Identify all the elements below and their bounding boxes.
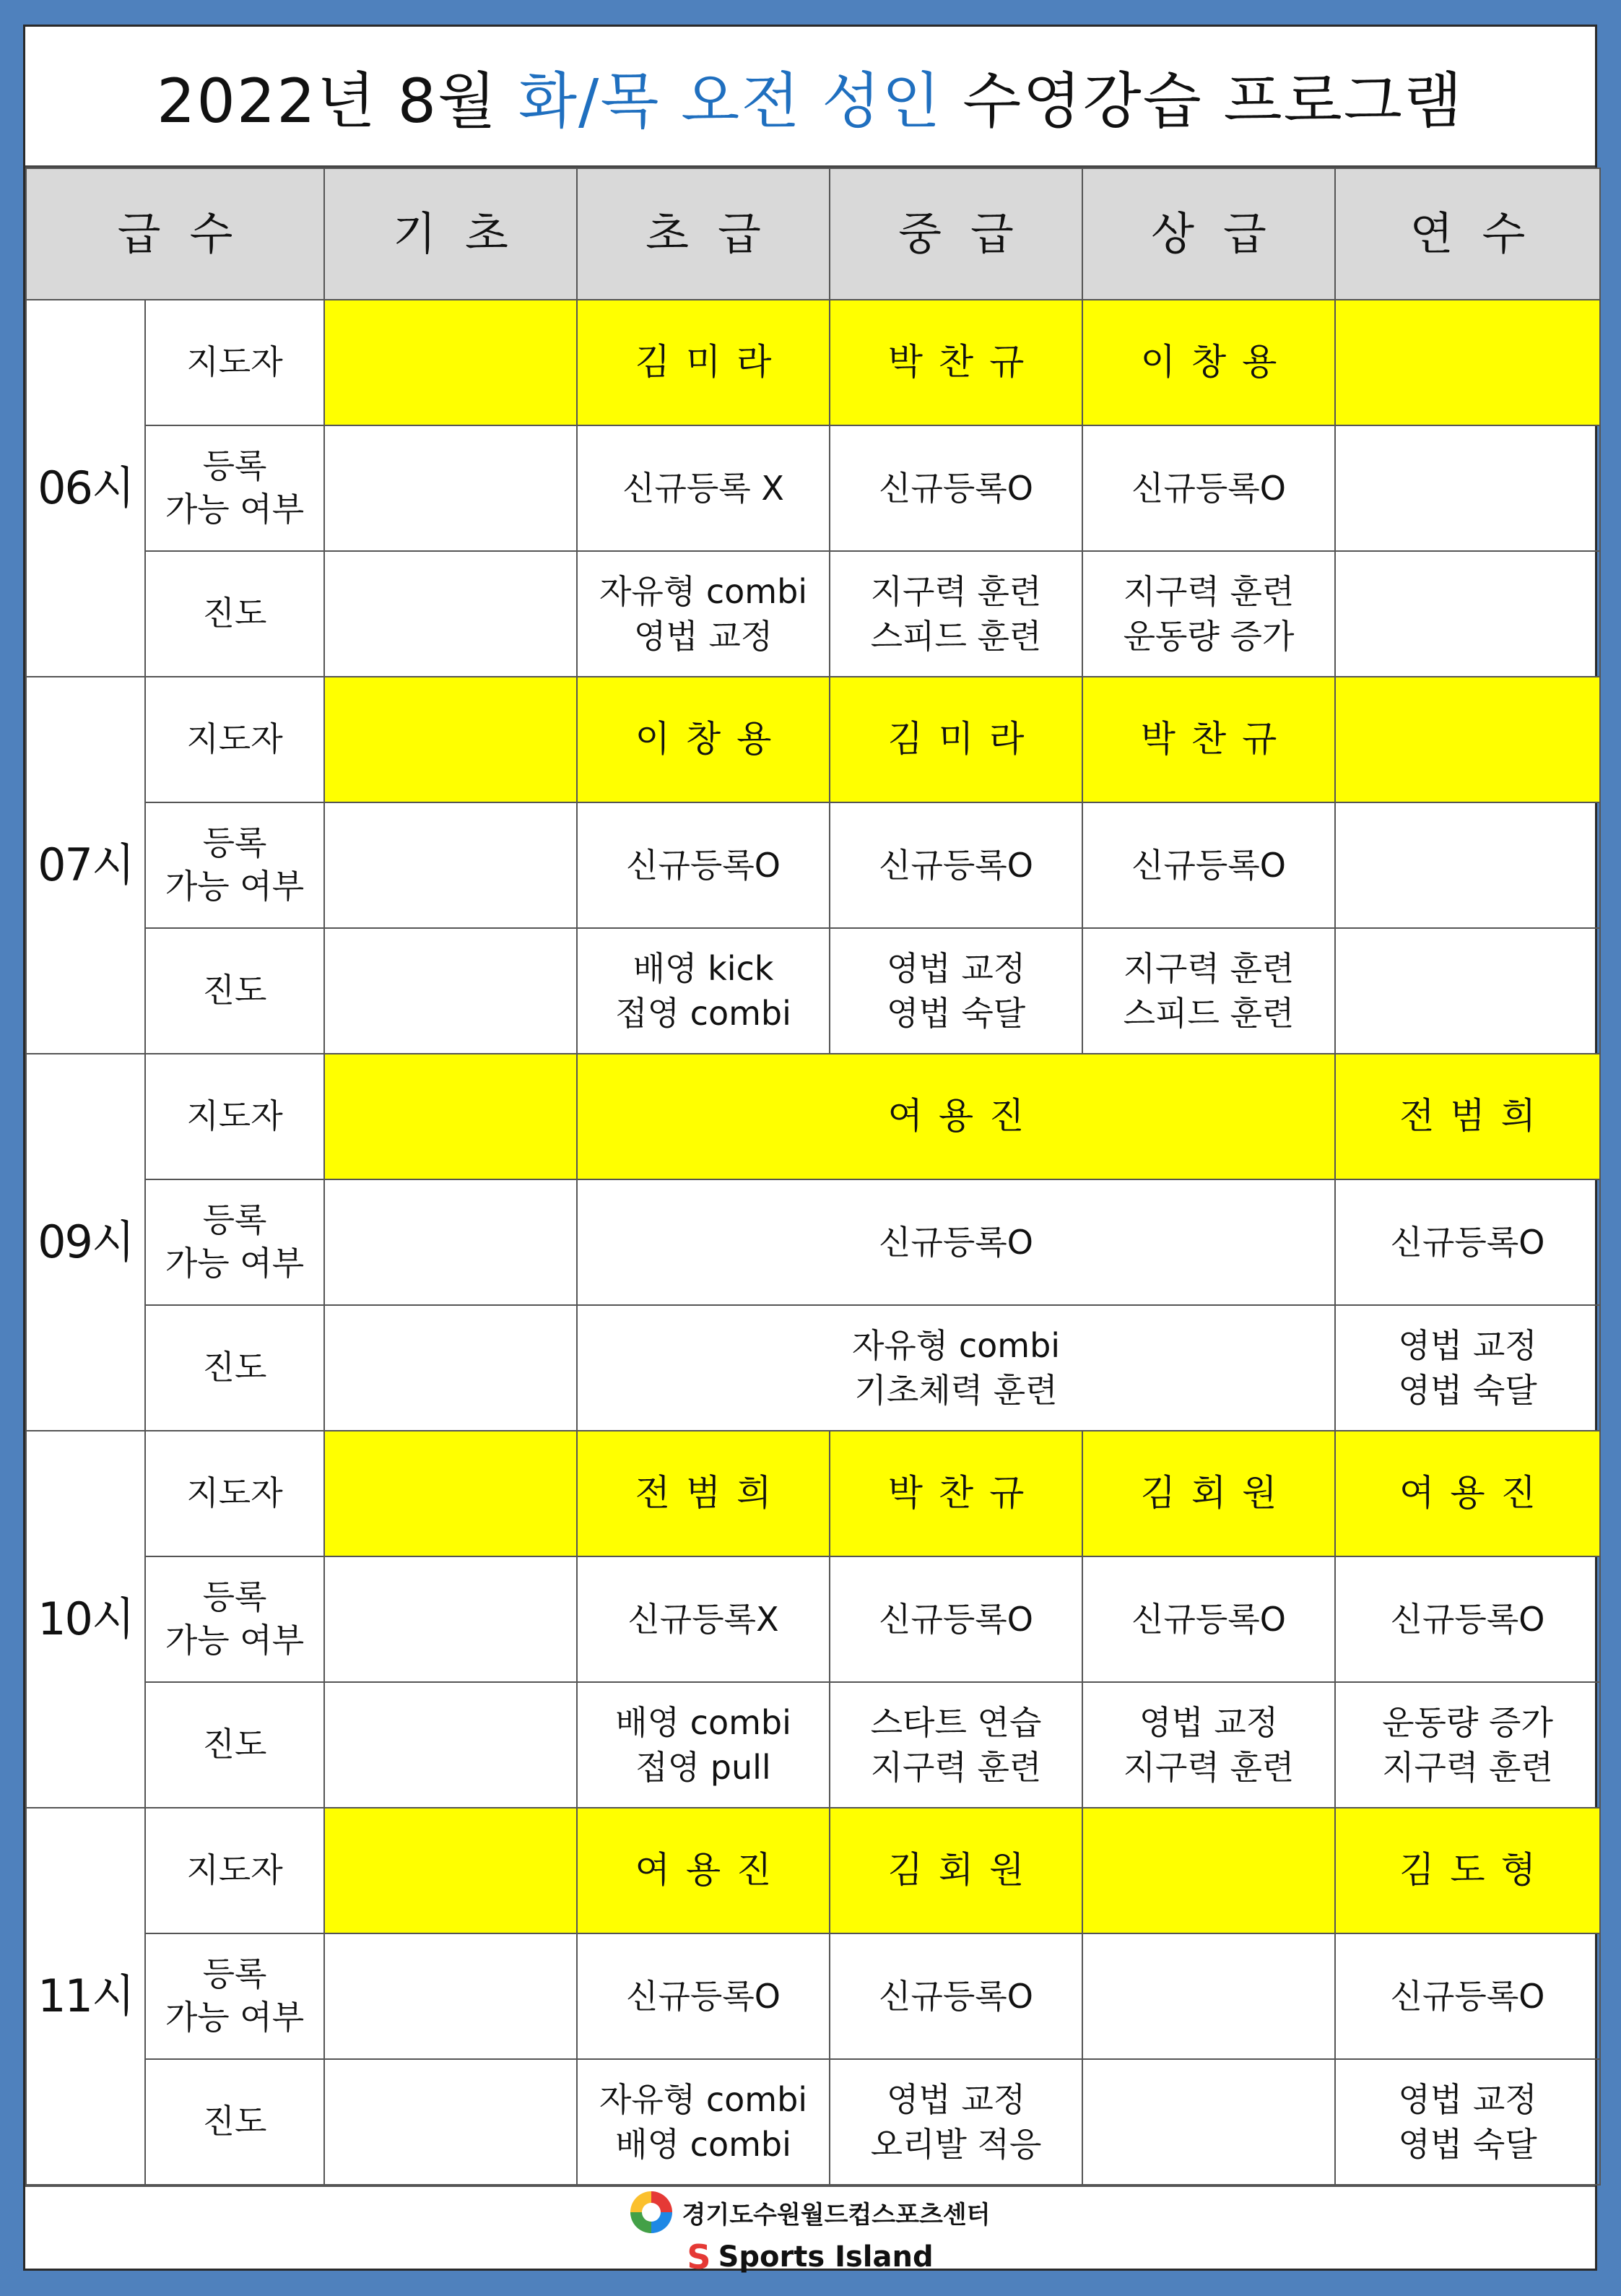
registration-cell-intermediate: 신규등록O bbox=[830, 425, 1082, 551]
registration-row-label bbox=[145, 1556, 324, 1682]
registration-row-label-line-1: 등록 bbox=[202, 446, 267, 486]
instructor-cell-intermediate: 박찬규 bbox=[830, 1431, 1082, 1556]
progress-cell-beginner bbox=[577, 928, 830, 1054]
progress-cell-beginner bbox=[577, 1682, 830, 1808]
progress-cell-intermediate-line-2: 지구력 훈련 bbox=[870, 1748, 1042, 1787]
footer-center-name: 경기도수원월드컵스포츠센터 bbox=[682, 2200, 991, 2230]
title-part2: 수영강습 프로그램 bbox=[942, 65, 1464, 137]
progress-row-label: 진도 bbox=[145, 2059, 324, 2185]
registration-row bbox=[26, 802, 1600, 928]
progress-cell-intermediate-line-2: 오리발 적응 bbox=[870, 2125, 1042, 2164]
registration-row-label bbox=[145, 1933, 324, 2059]
instructor-cell-basic bbox=[324, 1431, 577, 1556]
instructor-cell-beginner: 이창용 bbox=[577, 677, 830, 802]
footer-brand-row bbox=[687, 2237, 933, 2276]
instructor-cell-beginner: 여용진 bbox=[577, 1808, 830, 1933]
progress-cell-beginner-line-1: 배영 kick bbox=[633, 948, 774, 988]
instructor-row bbox=[26, 677, 1600, 802]
instructor-row-label: 지도자 bbox=[145, 1054, 324, 1179]
registration-cell-training: 신규등록O bbox=[1335, 1556, 1600, 1682]
progress-cell-merged bbox=[577, 1305, 1335, 1431]
progress-cell-intermediate-line-1: 영법 교정 bbox=[886, 948, 1026, 988]
registration-row-label-line-1: 등록 bbox=[202, 1954, 267, 1994]
page-title bbox=[25, 27, 1595, 168]
registration-cell-training bbox=[1335, 802, 1600, 928]
registration-row bbox=[26, 1179, 1600, 1305]
instructor-cell-merged: 여용진 bbox=[577, 1054, 1335, 1179]
progress-cell-advanced bbox=[1082, 2059, 1335, 2185]
instructor-cell-advanced: 박찬규 bbox=[1082, 677, 1335, 802]
title-highlight: 화/목 오전 성인 bbox=[518, 65, 942, 137]
progress-cell-training-line-1: 영법 교정 bbox=[1398, 1325, 1537, 1365]
progress-cell-intermediate bbox=[830, 1682, 1082, 1808]
registration-row-label-line-2: 가능 여부 bbox=[165, 490, 305, 529]
instructor-cell-beginner: 전범희 bbox=[577, 1431, 830, 1556]
progress-row bbox=[26, 928, 1600, 1054]
registration-cell-training bbox=[1335, 425, 1600, 551]
progress-row-label: 진도 bbox=[145, 1682, 324, 1808]
progress-cell-advanced-line-2: 지구력 훈련 bbox=[1123, 1748, 1295, 1787]
footer bbox=[25, 2185, 1595, 2281]
registration-row-label bbox=[145, 1179, 324, 1305]
instructor-row bbox=[26, 1054, 1600, 1179]
instructor-row bbox=[26, 1431, 1600, 1556]
registration-row-label-line-1: 등록 bbox=[202, 823, 267, 863]
instructor-row-label: 지도자 bbox=[145, 1808, 324, 1933]
progress-cell-intermediate-line-2: 영법 숙달 bbox=[886, 994, 1026, 1033]
time-slot-label: 10시 bbox=[26, 1431, 145, 1808]
progress-cell-training-line-2: 영법 숙달 bbox=[1398, 1371, 1537, 1410]
instructor-cell-training: 여용진 bbox=[1335, 1431, 1600, 1556]
progress-row-label: 진도 bbox=[145, 928, 324, 1054]
progress-cell-beginner bbox=[577, 2059, 830, 2185]
registration-row-label bbox=[145, 802, 324, 928]
progress-cell-advanced-line-1: 영법 교정 bbox=[1139, 1702, 1279, 1742]
header-level-basic: 기초 bbox=[324, 168, 577, 300]
progress-cell-intermediate-line-1: 영법 교정 bbox=[886, 2079, 1026, 2119]
registration-row-label bbox=[145, 425, 324, 551]
instructor-cell-training bbox=[1335, 677, 1600, 802]
schedule-sheet bbox=[23, 25, 1597, 2276]
progress-cell-merged-line-1: 자유형 combi bbox=[851, 1325, 1061, 1365]
progress-cell-basic bbox=[324, 2059, 577, 2185]
instructor-row bbox=[26, 300, 1600, 425]
registration-cell-advanced: 신규등록O bbox=[1082, 802, 1335, 928]
progress-cell-beginner-line-2: 영법 교정 bbox=[633, 617, 773, 656]
progress-cell-training bbox=[1335, 928, 1600, 1054]
header-grade: 급수 bbox=[26, 168, 324, 300]
registration-row bbox=[26, 1933, 1600, 2059]
progress-cell-beginner-line-2: 접영 combi bbox=[615, 994, 791, 1033]
registration-row-label-line-2: 가능 여부 bbox=[165, 1244, 305, 1283]
instructor-cell-beginner: 김미라 bbox=[577, 300, 830, 425]
progress-cell-advanced-line-1: 지구력 훈련 bbox=[1123, 571, 1295, 611]
s-logo-icon: S bbox=[687, 2237, 711, 2276]
registration-cell-advanced: 신규등록O bbox=[1082, 425, 1335, 551]
registration-cell-intermediate: 신규등록O bbox=[830, 802, 1082, 928]
footer-brand: Sports Island bbox=[718, 2240, 934, 2274]
progress-cell-training-line-2: 영법 숙달 bbox=[1398, 2125, 1537, 2164]
progress-cell-basic bbox=[324, 928, 577, 1054]
progress-cell-training bbox=[1335, 2059, 1600, 2185]
progress-cell-intermediate-line-1: 스타트 연습 bbox=[870, 1702, 1042, 1742]
progress-cell-training-line-1: 영법 교정 bbox=[1398, 2079, 1537, 2119]
progress-row bbox=[26, 2059, 1600, 2185]
header-level-training: 연수 bbox=[1335, 168, 1600, 300]
instructor-cell-advanced bbox=[1082, 1808, 1335, 1933]
instructor-cell-intermediate: 김회원 bbox=[830, 1808, 1082, 1933]
progress-cell-intermediate-line-2: 스피드 훈련 bbox=[870, 617, 1042, 656]
registration-cell-advanced bbox=[1082, 1933, 1335, 2059]
registration-row bbox=[26, 425, 1600, 551]
registration-cell-advanced: 신규등록O bbox=[1082, 1556, 1335, 1682]
progress-cell-training-line-2: 지구력 훈련 bbox=[1382, 1748, 1553, 1787]
progress-cell-intermediate-line-1: 지구력 훈련 bbox=[870, 571, 1042, 611]
progress-cell-advanced bbox=[1082, 928, 1335, 1054]
progress-cell-beginner-line-2: 배영 combi bbox=[615, 2125, 791, 2164]
registration-row-label-line-2: 가능 여부 bbox=[165, 1621, 305, 1660]
progress-cell-beginner-line-1: 배영 combi bbox=[615, 1702, 791, 1742]
progress-row bbox=[26, 551, 1600, 677]
progress-cell-training-line-1: 운동량 증가 bbox=[1382, 1702, 1553, 1742]
instructor-cell-advanced: 이창용 bbox=[1082, 300, 1335, 425]
progress-cell-beginner-line-1: 자유형 combi bbox=[599, 571, 808, 611]
progress-cell-training bbox=[1335, 1305, 1600, 1431]
registration-cell-beginner: 신규등록X bbox=[577, 1556, 830, 1682]
registration-cell-basic bbox=[324, 1556, 577, 1682]
registration-cell-training: 신규등록O bbox=[1335, 1933, 1600, 2059]
registration-cell-basic bbox=[324, 802, 577, 928]
instructor-row-label: 지도자 bbox=[145, 1431, 324, 1556]
progress-cell-advanced bbox=[1082, 1682, 1335, 1808]
header-row bbox=[26, 168, 1600, 300]
progress-cell-advanced-line-2: 운동량 증가 bbox=[1123, 617, 1295, 656]
time-slot-label: 11시 bbox=[26, 1808, 145, 2185]
soccer-ball-logo-icon bbox=[630, 2191, 672, 2233]
instructor-cell-training: 김도형 bbox=[1335, 1808, 1600, 1933]
registration-cell-training: 신규등록O bbox=[1335, 1179, 1600, 1305]
progress-cell-beginner-line-1: 자유형 combi bbox=[599, 2079, 808, 2119]
registration-cell-intermediate: 신규등록O bbox=[830, 1556, 1082, 1682]
progress-cell-advanced-line-2: 스피드 훈련 bbox=[1123, 994, 1295, 1033]
registration-cell-basic bbox=[324, 1179, 577, 1305]
progress-cell-intermediate bbox=[830, 551, 1082, 677]
instructor-cell-intermediate: 김미라 bbox=[830, 677, 1082, 802]
registration-row-label-line-2: 가능 여부 bbox=[165, 1998, 305, 2037]
footer-center-row bbox=[630, 2191, 991, 2233]
progress-cell-intermediate bbox=[830, 928, 1082, 1054]
instructor-cell-intermediate: 박찬규 bbox=[830, 300, 1082, 425]
instructor-cell-advanced: 김회원 bbox=[1082, 1431, 1335, 1556]
progress-cell-basic bbox=[324, 1305, 577, 1431]
progress-cell-training bbox=[1335, 1682, 1600, 1808]
progress-cell-merged-line-2: 기초체력 훈련 bbox=[854, 1371, 1058, 1410]
instructor-row bbox=[26, 1808, 1600, 1933]
instructor-cell-training: 전범희 bbox=[1335, 1054, 1600, 1179]
registration-cell-beginner: 신규등록 X bbox=[577, 425, 830, 551]
time-slot-label: 09시 bbox=[26, 1054, 145, 1431]
progress-cell-basic bbox=[324, 1682, 577, 1808]
instructor-cell-basic bbox=[324, 677, 577, 802]
registration-row-label-line-2: 가능 여부 bbox=[165, 867, 305, 906]
title-part1: 2022년 8월 bbox=[156, 65, 518, 137]
instructor-cell-basic bbox=[324, 1054, 577, 1179]
progress-cell-advanced bbox=[1082, 551, 1335, 677]
instructor-cell-basic bbox=[324, 300, 577, 425]
registration-cell-intermediate: 신규등록O bbox=[830, 1933, 1082, 2059]
progress-cell-basic bbox=[324, 551, 577, 677]
registration-row-label-line-1: 등록 bbox=[202, 1200, 267, 1240]
progress-cell-intermediate bbox=[830, 2059, 1082, 2185]
progress-row-label: 진도 bbox=[145, 551, 324, 677]
progress-cell-beginner-line-2: 접영 pull bbox=[635, 1748, 771, 1787]
time-slot-label: 06시 bbox=[26, 300, 145, 677]
registration-cell-basic bbox=[324, 425, 577, 551]
progress-row-label: 진도 bbox=[145, 1305, 324, 1431]
registration-row bbox=[26, 1556, 1600, 1682]
instructor-row-label: 지도자 bbox=[145, 677, 324, 802]
progress-cell-training bbox=[1335, 551, 1600, 677]
header-level-intermediate: 중급 bbox=[830, 168, 1082, 300]
instructor-row-label: 지도자 bbox=[145, 300, 324, 425]
progress-cell-beginner bbox=[577, 551, 830, 677]
registration-cell-basic bbox=[324, 1933, 577, 2059]
header-level-beginner: 초급 bbox=[577, 168, 830, 300]
progress-row bbox=[26, 1682, 1600, 1808]
registration-cell-beginner: 신규등록O bbox=[577, 1933, 830, 2059]
instructor-cell-training bbox=[1335, 300, 1600, 425]
schedule-body bbox=[26, 300, 1600, 2185]
progress-row bbox=[26, 1305, 1600, 1431]
instructor-cell-basic bbox=[324, 1808, 577, 1933]
header-level-advanced: 상급 bbox=[1082, 168, 1335, 300]
time-slot-label: 07시 bbox=[26, 677, 145, 1054]
registration-row-label-line-1: 등록 bbox=[202, 1577, 267, 1617]
registration-cell-merged: 신규등록O bbox=[577, 1179, 1335, 1305]
schedule-table bbox=[25, 168, 1601, 2185]
progress-cell-advanced-line-1: 지구력 훈련 bbox=[1123, 948, 1295, 988]
registration-cell-beginner: 신규등록O bbox=[577, 802, 830, 928]
